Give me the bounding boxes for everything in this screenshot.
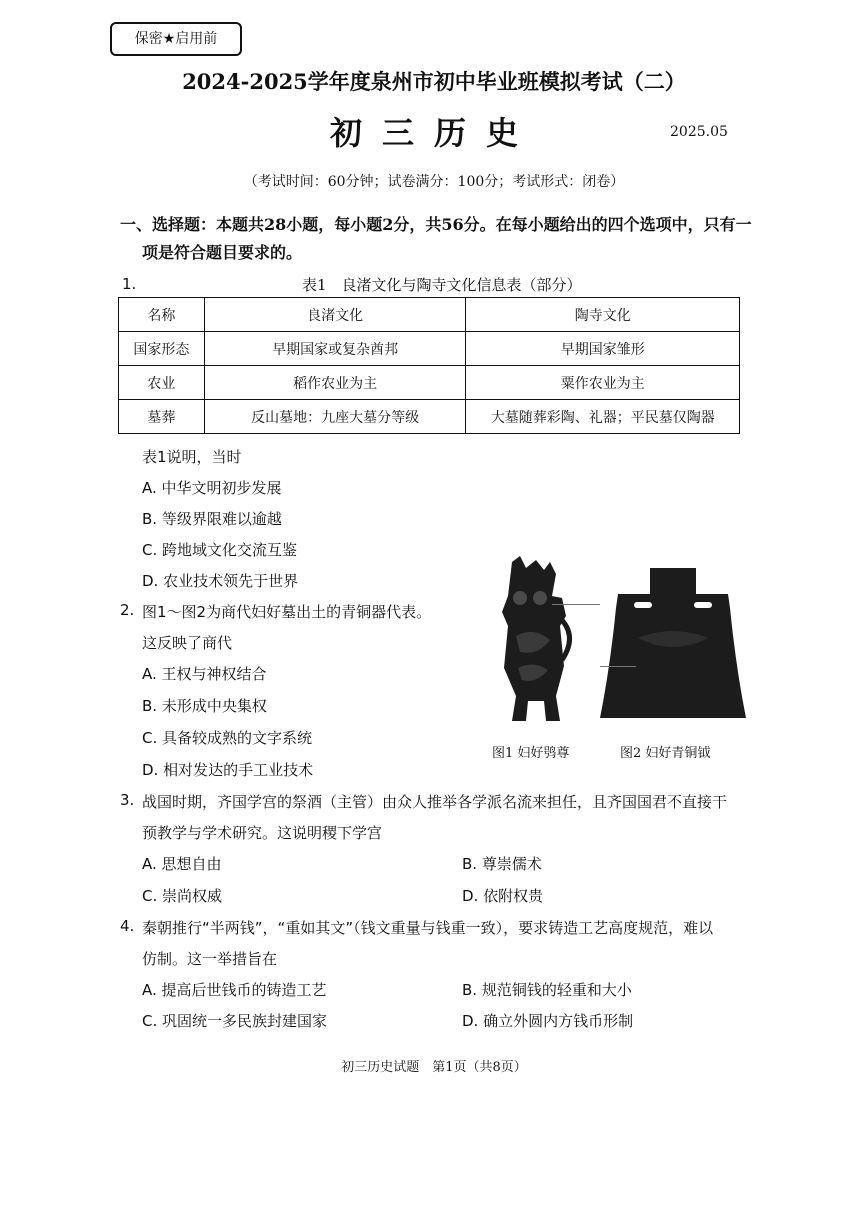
q2-option-c: C. 具备较成熟的文字系统 [142,729,313,747]
table-cell: 大墓随葬彩陶、礼器；平民墓仅陶器 [466,400,740,434]
leader-line [600,666,636,667]
section-instruction-line2: 项是符合题目要求的。 [142,243,303,262]
q2-option-a: A. 王权与神权结合 [142,665,267,683]
q2-option-b: B. 未形成中央集权 [142,697,267,715]
q2-number: 2. [120,601,135,619]
q4-option-a: A. 提高后世钱币的铸造工艺 [142,981,327,999]
q2-stem-line2: 这反映了商代 [142,634,233,652]
subject-title: 初三历史 [329,114,538,152]
table-cell: 反山墓地：九座大墓分等级 [204,400,466,434]
exam-date: 2025.05 [670,124,728,140]
q3-stem-line1: 战国时期，齐国学宫的祭酒（主管）由众人推举各学派名流来担任，且齐国国君不直接干 [142,793,728,811]
table-cell: 国家形态 [119,332,205,366]
section-instruction-line1: 一、选择题：本题共28小题，每小题2分，共56分。在每小题给出的四个选项中，只有一 [120,215,752,234]
q4-stem-line1: 秦朝推行“半两钱”，“重如其文”（钱文重量与钱重一致），要求铸造工艺高度规范，难以 [142,919,714,937]
table-cell: 墓葬 [119,400,205,434]
q1-option-a: A. 中华文明初步发展 [142,479,282,497]
table-row [119,366,740,400]
q2-stem-line1: 图1～图2为商代妇好墓出土的青铜器代表。 [142,603,432,621]
q3-option-c: C. 崇尚权威 [142,887,223,905]
q2-option-d: D. 相对发达的手工业技术 [142,761,314,779]
page-footer: 初三历史试题 第1页（共8页） [341,1060,527,1075]
leader-line [552,604,600,605]
q4-option-b: B. 规范铜钱的轻重和大小 [462,981,632,999]
table-cell: 名称 [119,298,205,332]
table-cell: 陶寺文化 [466,298,740,332]
q1-option-d: D. 农业技术领先于世界 [142,572,299,590]
table-cell: 粟作农业为主 [466,366,740,400]
table-row [119,332,740,366]
q3-option-d: D. 依附权贵 [462,887,544,905]
exam-info: （考试时间：60分钟；试卷满分：100分；考试形式：闭卷） [243,174,625,190]
table1-caption: 表1 良渚文化与陶寺文化信息表（部分） [302,276,582,294]
q3-stem-line2: 预教学与学术研究。这说明稷下学宫 [142,824,383,842]
table-header-row [119,298,740,332]
table1 [118,297,740,434]
figure1-caption: 图1 妇好鸮尊 [492,746,570,761]
q3-number: 3. [120,791,135,809]
q3-option-b: B. 尊崇儒术 [462,855,542,873]
q4-option-d: D. 确立外圆内方钱币形制 [462,1012,634,1030]
q1-option-b: B. 等级界限难以逾越 [142,510,282,528]
table-cell: 早期国家雏形 [466,332,740,366]
table-cell: 农业 [119,366,205,400]
table-cell: 早期国家或复杂酋邦 [204,332,466,366]
confidential-label: 保密★启用前 [110,22,242,56]
table-row [119,400,740,434]
q1-stem: 表1说明，当时 [142,448,242,466]
q3-option-a: A. 思想自由 [142,855,222,873]
table-cell: 稻作农业为主 [204,366,466,400]
q4-option-c: C. 巩固统一多民族封建国家 [142,1012,328,1030]
owl-zun-figure [490,556,580,726]
q1-option-c: C. 跨地域文化交流互鉴 [142,541,298,559]
q1-number: 1. [122,275,137,293]
exam-title: 2024-2025学年度泉州市初中毕业班模拟考试（二） [182,69,686,94]
bronze-yue-figure [598,568,748,728]
q4-number: 4. [120,917,135,935]
q4-stem-line2: 仿制。这一举措旨在 [142,950,278,968]
table-cell: 良渚文化 [204,298,466,332]
figure2-caption: 图2 妇好青铜钺 [620,746,711,761]
